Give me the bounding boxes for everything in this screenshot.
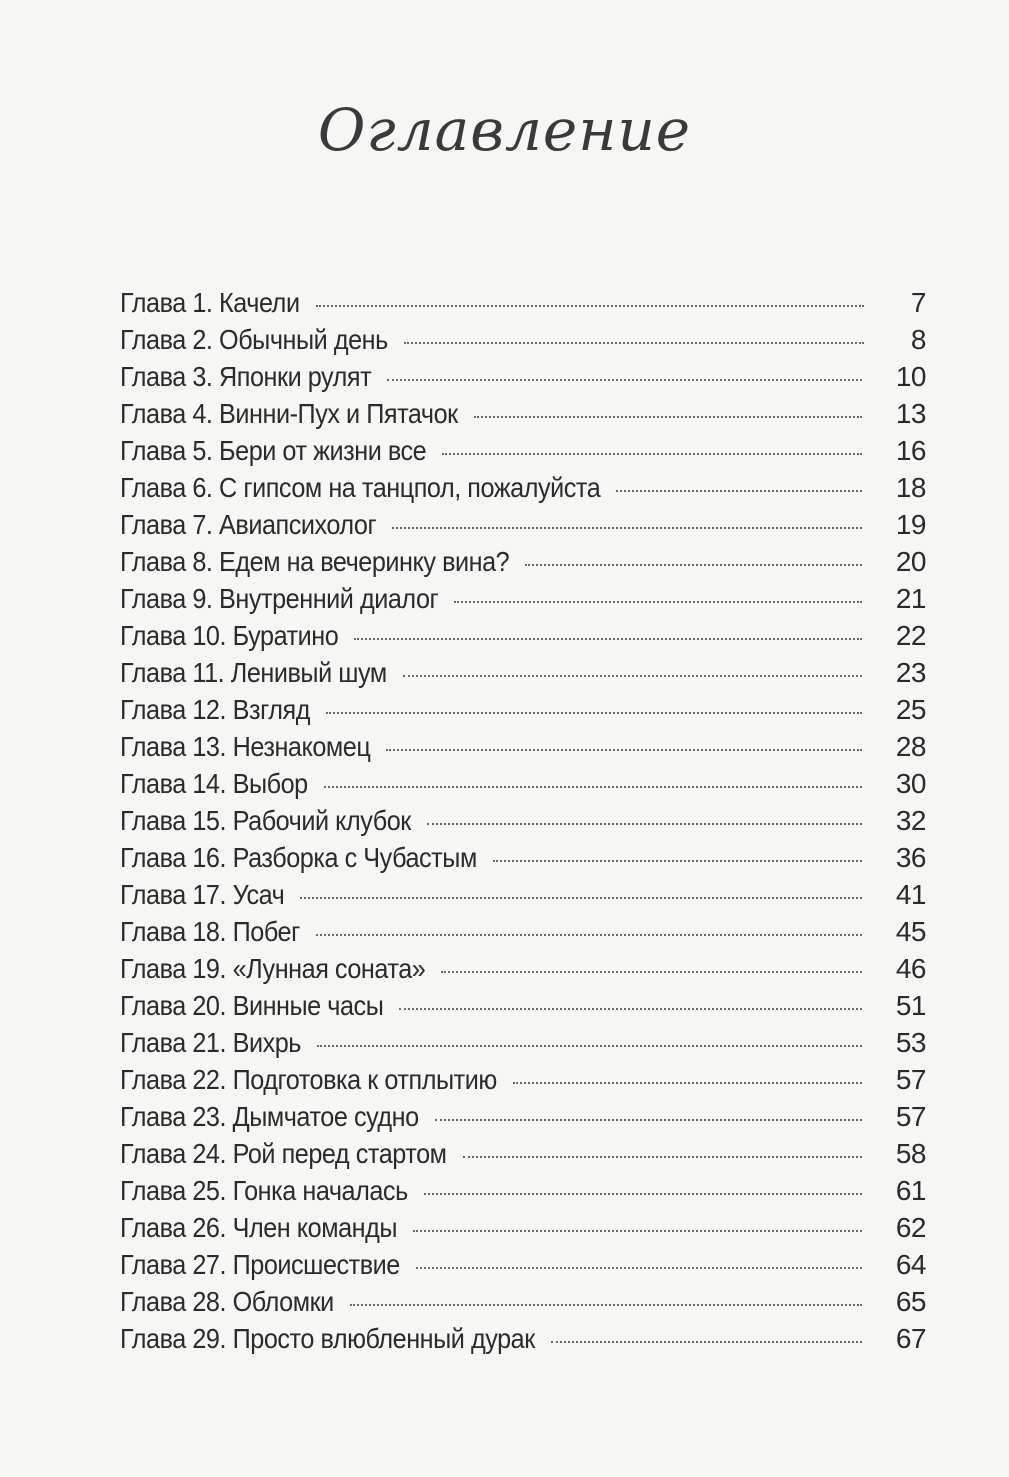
dot-leader [427,822,862,825]
chapter-title: Глава 14. Выбор [120,768,308,799]
dot-leader [454,600,862,603]
page-number: 53 [895,1027,926,1058]
toc-entry [120,765,926,802]
dot-leader [416,1266,862,1269]
toc-entry [120,913,926,950]
dot-leader [463,1155,862,1158]
page-number: 16 [895,435,926,466]
dot-leader [387,378,862,381]
page-number: 10 [895,361,926,392]
page-number: 67 [895,1323,926,1354]
page-number: 19 [895,509,926,540]
dot-leader [551,1340,862,1343]
page-number: 21 [895,583,926,614]
chapter-title: Глава 1. Качели [120,287,300,318]
chapter-title: Глава 9. Внутренний диалог [120,583,439,614]
page-number: 57 [895,1064,926,1095]
chapter-title: Глава 19. «Лунная соната» [120,953,426,984]
chapter-title: Глава 24. Рой перед стартом [120,1138,447,1169]
toc-entry [120,469,926,506]
dot-leader [404,341,864,344]
toc-entry [120,358,926,395]
chapter-title: Глава 11. Ленивый шум [120,657,387,688]
toc-entry [120,432,926,469]
dot-leader [403,674,862,677]
toc-entry [120,1172,926,1209]
toc-entry [120,1135,926,1172]
toc-entry [120,543,926,580]
chapter-title: Глава 22. Подготовка к отплытию [120,1064,497,1095]
toc-entry [120,1061,926,1098]
dot-leader [399,1007,862,1010]
page-number: 30 [895,768,926,799]
page-number: 45 [895,916,926,947]
toc-entry [120,1283,926,1320]
page-number: 18 [895,472,926,503]
toc-entry [120,1209,926,1246]
page-number: 25 [895,694,926,725]
dot-leader [525,563,862,566]
page-number: 8 [910,324,926,355]
dot-leader [317,1044,862,1047]
page-number: 46 [895,953,926,984]
toc-entry [120,950,926,987]
page-number: 65 [895,1286,926,1317]
toc-entry [120,987,926,1024]
dot-leader [354,637,862,640]
page-number: 61 [895,1175,926,1206]
chapter-title: Глава 13. Незнакомец [120,731,371,762]
page-number: 7 [910,287,926,318]
chapter-title: Глава 29. Просто влюбленный дурак [120,1323,535,1354]
dot-leader [300,896,862,899]
toc-entry [120,1098,926,1135]
toc-entry [120,395,926,432]
chapter-title: Глава 26. Член команды [120,1212,398,1243]
dot-leader [413,1229,862,1232]
page-number: 41 [895,879,926,910]
page-number: 62 [895,1212,926,1243]
page-number: 58 [895,1138,926,1169]
chapter-title: Глава 18. Побег [120,916,300,947]
toc-entry [120,654,926,691]
page-number: 20 [895,546,926,577]
dot-leader [442,452,862,455]
toc-entry [120,728,926,765]
page-number: 13 [895,398,926,429]
chapter-title: Глава 21. Вихрь [120,1027,301,1058]
chapter-title: Глава 27. Происшествие [120,1249,400,1280]
chapter-title: Глава 5. Бери от жизни все [120,435,427,466]
chapter-title: Глава 12. Взгляд [120,694,310,725]
table-of-contents [120,284,926,1357]
chapter-title: Глава 25. Гонка началась [120,1175,408,1206]
toc-entry [120,876,926,913]
toc-entry [120,284,926,321]
dot-leader [316,304,864,307]
toc-entry [120,506,926,543]
toc-entry [120,691,926,728]
dot-leader [441,970,861,973]
page-number: 36 [895,842,926,873]
page-number: 64 [895,1249,926,1280]
toc-entry [120,1320,926,1357]
chapter-title: Глава 10. Буратино [120,620,339,651]
chapter-title: Глава 4. Винни-Пух и Пятачок [120,398,458,429]
toc-entry [120,617,926,654]
dot-leader [616,489,862,492]
chapter-title: Глава 23. Дымчатое судно [120,1101,419,1132]
page-number: 28 [895,731,926,762]
chapter-title: Глава 28. Обломки [120,1286,334,1317]
dot-leader [392,526,862,529]
dot-leader [350,1303,862,1306]
page-number: 32 [895,805,926,836]
chapter-title: Глава 20. Винные часы [120,990,384,1021]
toc-entry [120,580,926,617]
toc-entry [120,321,926,358]
chapter-title: Глава 16. Разборка с Чубастым [120,842,477,873]
chapter-title: Глава 6. С гипсом на танцпол, пожалуйста [120,472,601,503]
page-number: 57 [895,1101,926,1132]
chapter-title: Глава 7. Авиапсихолог [120,509,377,540]
page-number: 51 [895,990,926,1021]
chapter-title: Глава 8. Едем на вечеринку вина? [120,546,510,577]
dot-leader [474,415,862,418]
dot-leader [324,785,862,788]
page-number: 22 [895,620,926,651]
page-number: 23 [895,657,926,688]
dot-leader [424,1192,862,1195]
page-title: Оглавление [317,96,692,164]
toc-entry [120,802,926,839]
chapter-title: Глава 17. Усач [120,879,285,910]
chapter-title: Глава 15. Рабочий клубок [120,805,411,836]
dot-leader [513,1081,862,1084]
chapter-title: Глава 2. Обычный день [120,324,388,355]
toc-entry [120,1246,926,1283]
dot-leader [316,933,862,936]
chapter-title: Глава 3. Японки рулят [120,361,372,392]
dot-leader [326,711,862,714]
dot-leader [435,1118,862,1121]
dot-leader [386,748,861,751]
toc-entry [120,1024,926,1061]
toc-entry [120,839,926,876]
dot-leader [493,859,862,862]
